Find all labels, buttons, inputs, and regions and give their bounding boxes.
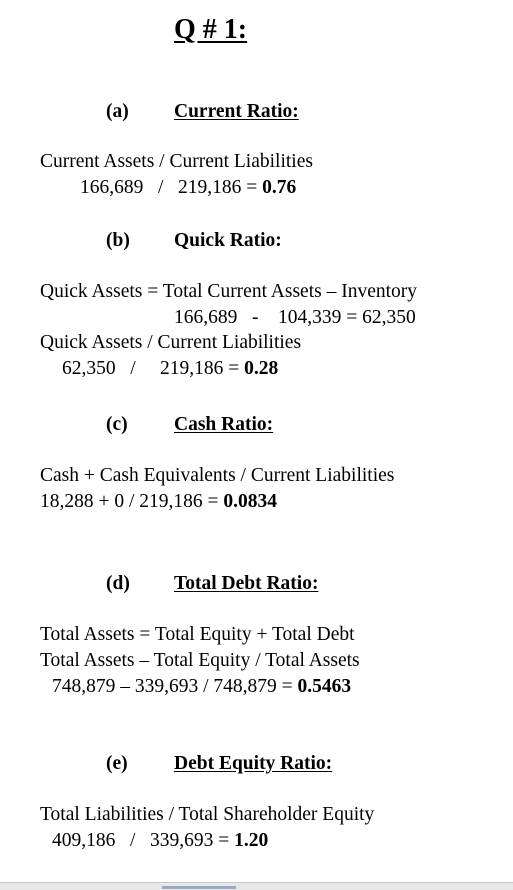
section-d-heading: Total Debt Ratio: (174, 573, 319, 594)
section-c-label: (c) (106, 414, 128, 435)
section-b-line-4 (62, 357, 278, 381)
section-c-heading: Cash Ratio: (174, 414, 274, 435)
section-d-line-1: Total Assets = Total Equity + Total Debt (40, 624, 355, 645)
section-a-label: (a) (106, 101, 129, 122)
section-c-result: 0.0834 (223, 491, 278, 512)
section-e-label: (e) (106, 753, 128, 774)
section-e-line-2-text: 409,186 / 339,693 = (52, 830, 235, 851)
section-a-line-2-text: 166,689 / 219,186 = (80, 177, 263, 198)
section-d-result: 0.5463 (297, 676, 352, 697)
section-d-line-2: Total Assets – Total Equity / Total Assets (40, 650, 360, 671)
section-e-result: 1.20 (234, 830, 269, 851)
section-b-label: (b) (106, 230, 130, 251)
section-c-line-1: Cash + Cash Equivalents / Current Liabilities (40, 465, 395, 486)
section-d-line-3-text: 748,879 – 339,693 / 748,879 = (52, 676, 298, 697)
section-a-heading: Current Ratio: (174, 101, 299, 122)
section-e-line-2 (52, 829, 268, 853)
section-b-result: 0.28 (244, 358, 279, 379)
section-d-label: (d) (106, 573, 130, 594)
section-b-line-4-text: 62,350 / 219,186 = (62, 358, 245, 379)
section-e-heading: Debt Equity Ratio: (174, 753, 333, 774)
section-e-line-1: Total Liabilities / Total Shareholder Equity (40, 804, 375, 825)
section-a-line-1: Current Assets / Current Liabilities (40, 151, 313, 172)
section-b-line-2: 166,689 - 104,339 = 62,350 (174, 307, 416, 328)
section-d-line-3 (52, 675, 351, 699)
section-a-line-2 (80, 176, 296, 200)
section-b-heading: Quick Ratio: (174, 230, 282, 251)
section-c-line-2-text: 18,288 + 0 / 219,186 = (40, 491, 224, 512)
section-b-line-1: Quick Assets = Total Current Assets – Inventory (40, 281, 418, 302)
page-title: Q # 1: (174, 14, 248, 45)
section-b-line-3: Quick Assets / Current Liabilities (40, 332, 302, 353)
section-a-result: 0.76 (262, 177, 297, 198)
section-c-line-2 (40, 490, 277, 514)
